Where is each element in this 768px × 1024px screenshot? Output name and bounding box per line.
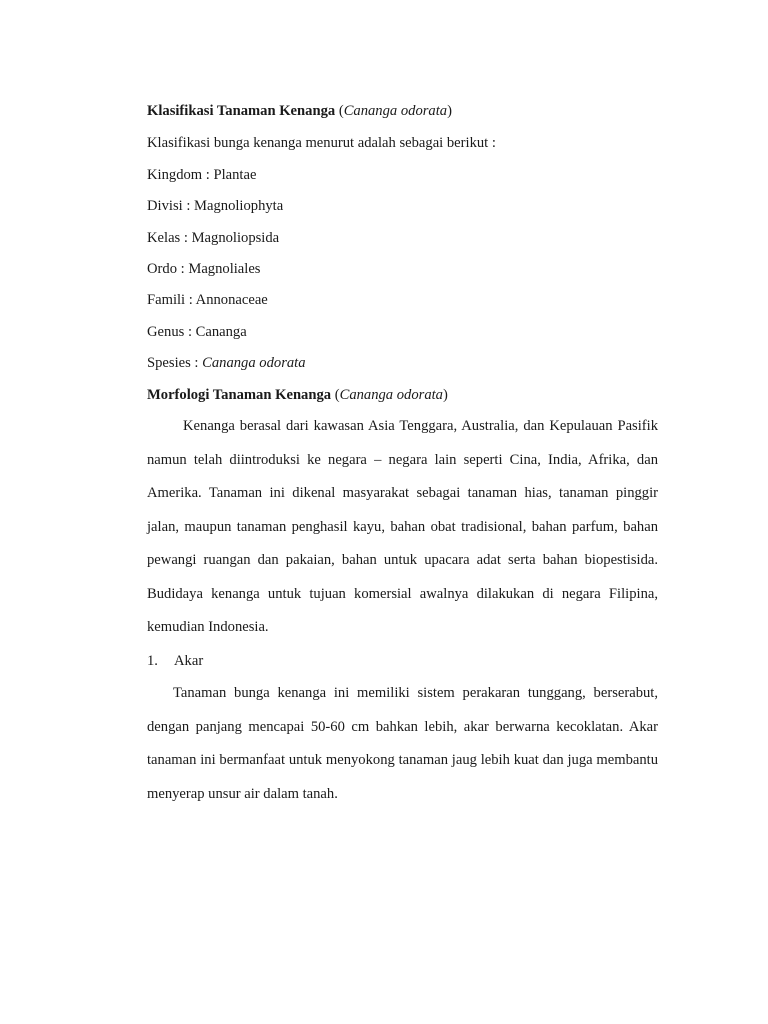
classification-spesies	[147, 356, 306, 371]
classification-heading-title: Klasifikasi Tanaman Kenanga	[147, 103, 336, 119]
classification-heading-species: Cananga odorata	[343, 103, 448, 119]
morphology-heading-close: )	[442, 387, 448, 403]
morphology-paragraph: Kenanga berasal dari kawasan Asia Tenggara, Australia, dan Kepulauan Pasifik namun telah diintroduksi ke negara – negara lain seperti Cina, India, Afrika, dan Amerika. Tanaman ini dikenal masyarakat sebagai tanaman hias, tanaman pinggir jalan, maupun tanaman penghasil kayu, bahan obat tradisional, bahan parfum, bahan pewangi ruangan dan pakaian, bahan untuk upacara adat serta bahan biopestisida. Budidaya kenanga untuk tujuan komersial awalnya dilakukan di negara Filipina, kemudian Indonesia.	[147, 418, 658, 635]
akar-paragraph: Tanaman bunga kenanga ini memiliki sistem perakaran tunggang, berserabut, dengan panjang mencapai 50-60 cm bahkan lebih, akar berwarna kecoklatan. Akar tanaman ini bermanfaat untuk menyokong tanaman jaug lebih kuat dan juga membantu menyerap unsur air dalam tanah.	[147, 685, 658, 802]
morphology-heading	[147, 388, 448, 403]
classification-heading-open: (	[335, 103, 344, 119]
classification-spesies-label: Spesies :	[147, 355, 203, 371]
morphology-heading-species: Cananga odorata	[339, 387, 443, 403]
classification-heading-close: )	[447, 103, 452, 119]
classification-kingdom: Kingdom : Plantae	[147, 167, 257, 183]
classification-heading	[147, 104, 452, 119]
classification-intro: Klasifikasi bunga kenanga menurut adalah sebagai berikut :	[147, 135, 496, 151]
classification-spesies-value: Cananga odorata	[202, 355, 306, 371]
akar-heading: Akar	[174, 653, 204, 669]
morphology-heading-title: Morfologi Tanaman Kenanga	[147, 387, 332, 403]
classification-kelas: Kelas : Magnoliopsida	[147, 230, 280, 246]
classification-ordo: Ordo : Magnoliales	[147, 261, 261, 277]
classification-divisi: Divisi : Magnoliophyta	[147, 198, 284, 214]
classification-famili: Famili : Annonaceae	[147, 292, 268, 308]
akar-list-number: 1.	[147, 653, 158, 669]
classification-genus: Genus : Cananga	[147, 324, 247, 340]
morphology-heading-open: (	[331, 387, 340, 403]
